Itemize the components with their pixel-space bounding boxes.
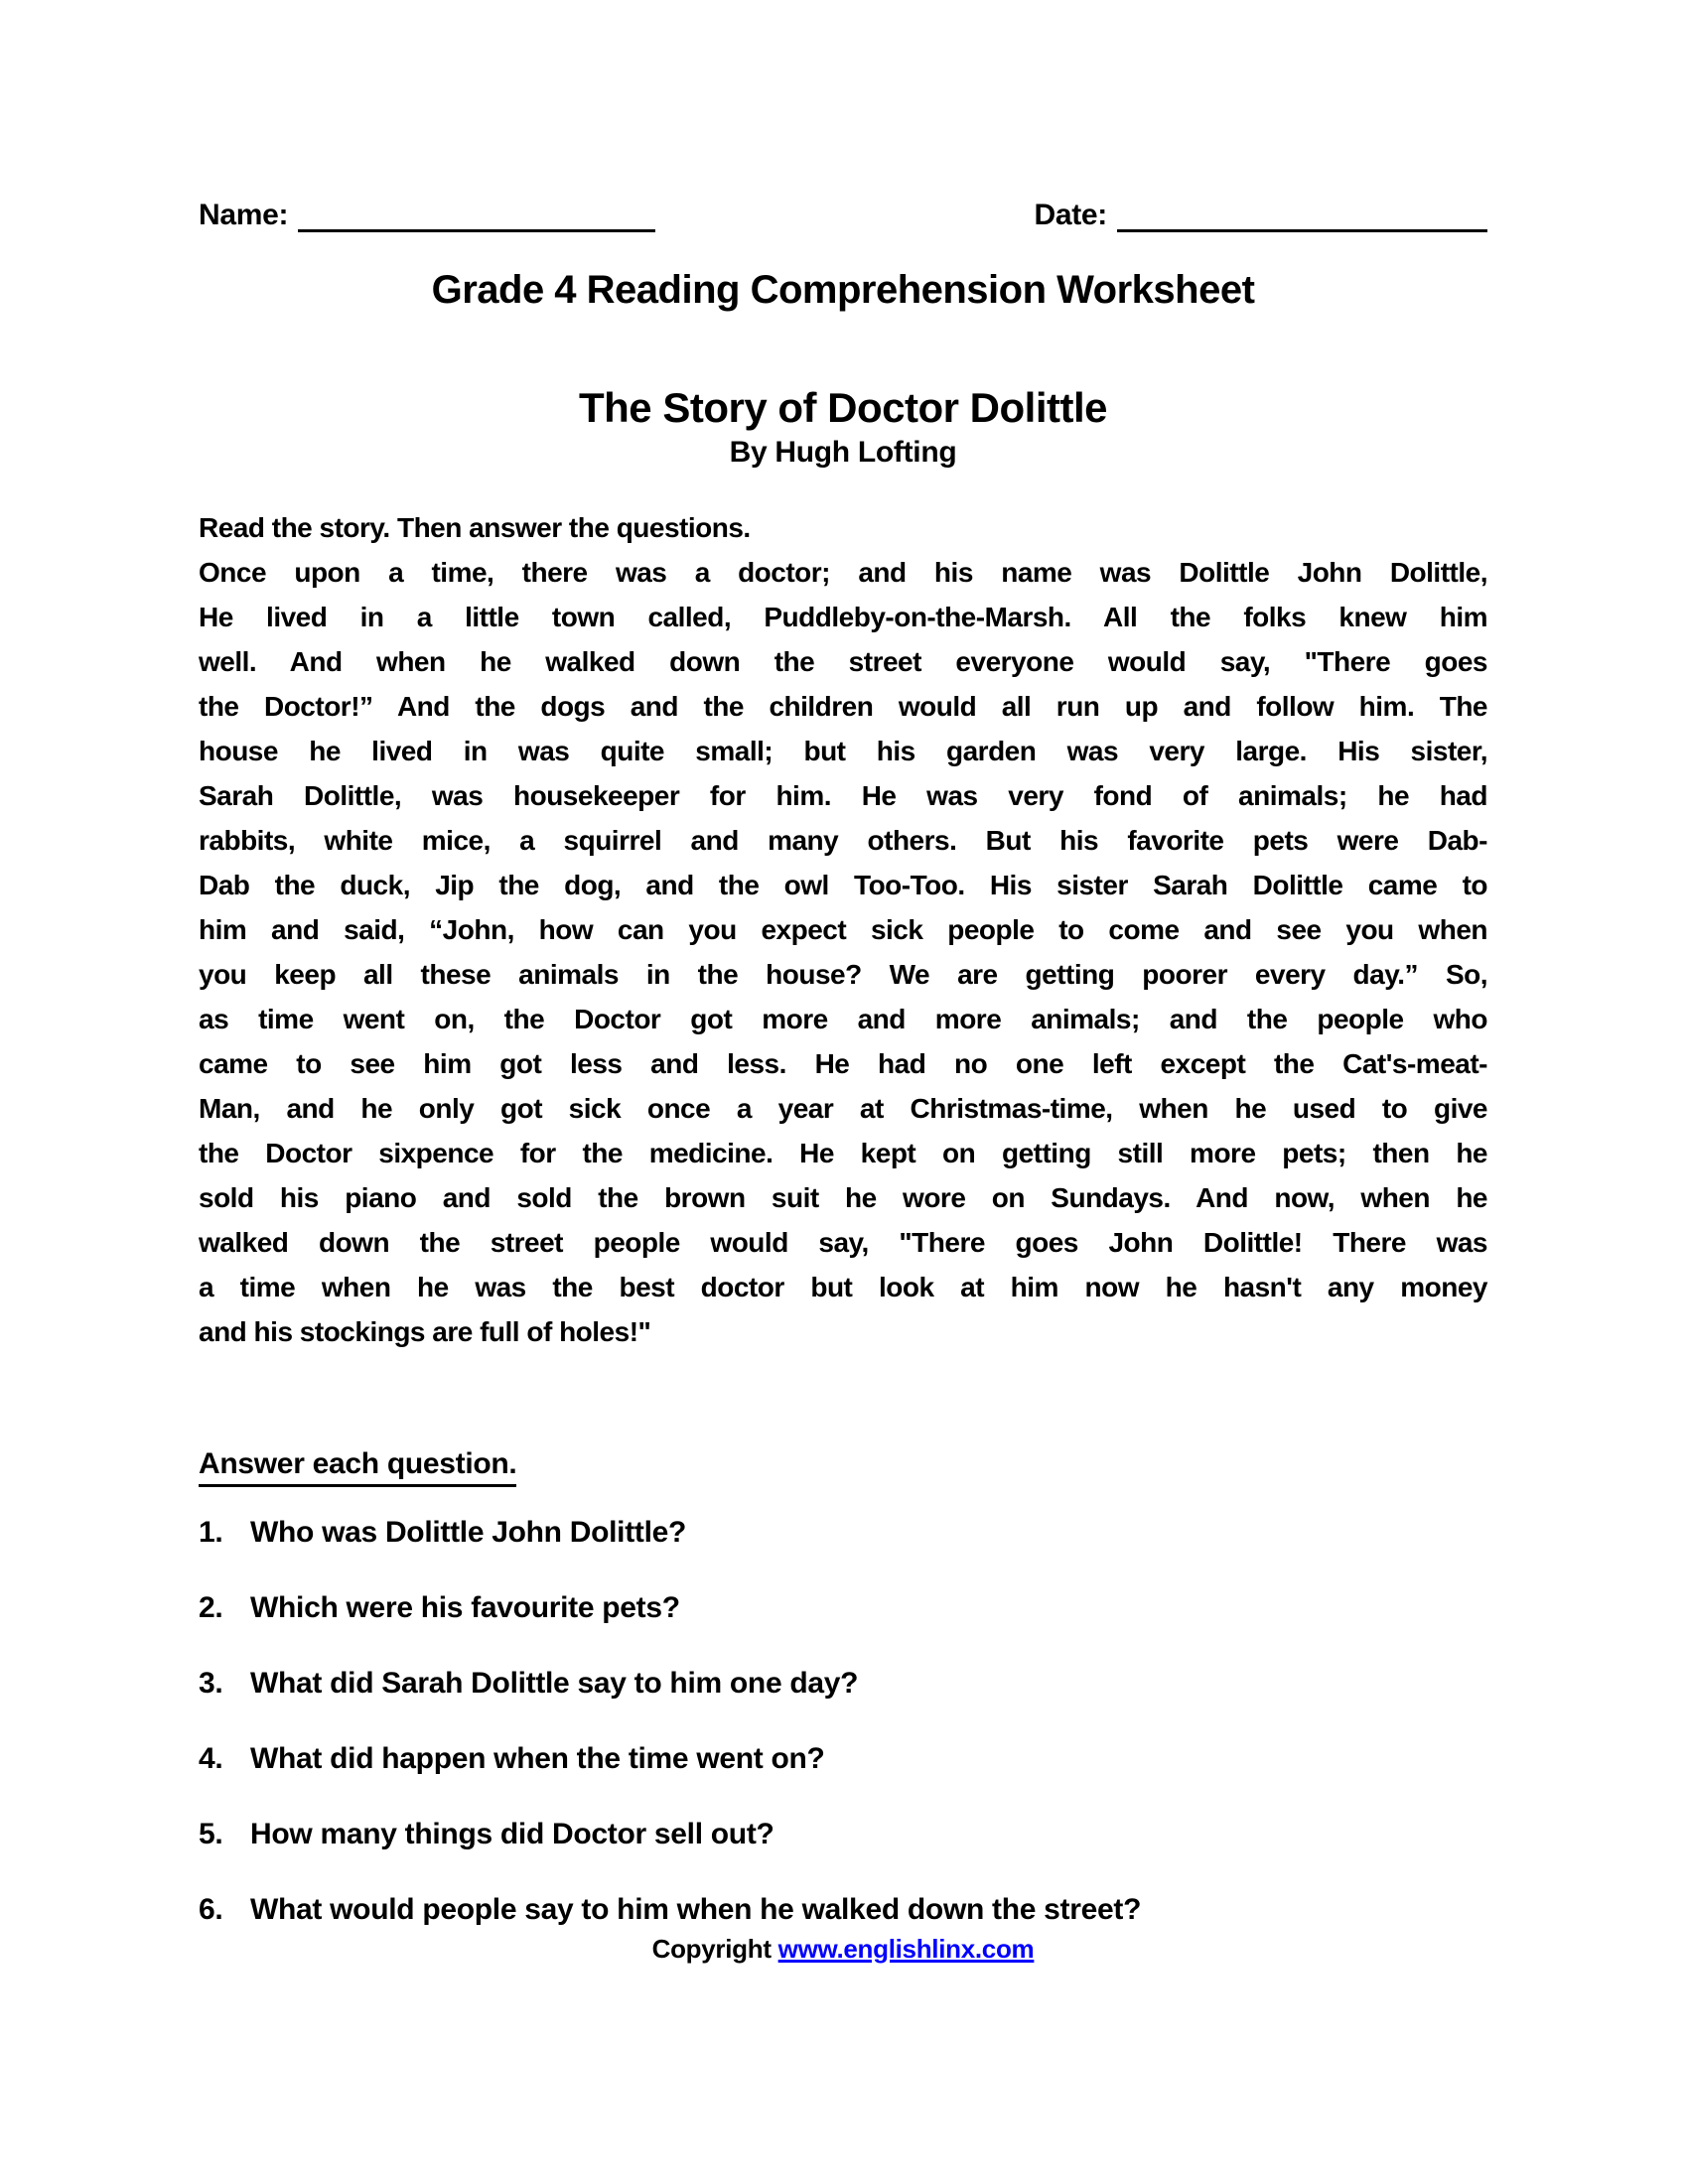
story-line: Once upon a time, there was a doctor; and his name was Dolittle John Dolittle, (199, 557, 1487, 588)
question-item (199, 1517, 1487, 1549)
answer-section-header: Answer each question. (199, 1447, 516, 1487)
story-line: walked down the street people would say, "There goes John Dolittle! There was (199, 1227, 1487, 1258)
question-text: What did happen when the time went on? (250, 1742, 825, 1775)
questions-list (199, 1517, 1487, 1926)
copyright-label: Copyright (651, 1934, 772, 1964)
story-line: Sarah Dolittle, was housekeeper for him. He was very fond of animals; he had (199, 780, 1487, 811)
story-instructions: Read the story. Then answer the questions. (199, 512, 751, 543)
story-line: and his stockings are full of holes!" (199, 1316, 651, 1347)
answer-header-wrap (199, 1447, 1487, 1487)
question-number: 4. (199, 1742, 223, 1775)
question-text: What did Sarah Dolittle say to him one day? (250, 1667, 859, 1700)
date-field-group (1034, 199, 1487, 232)
question-number: 6. (199, 1893, 223, 1926)
question-number: 5. (199, 1818, 223, 1850)
story-line: you keep all these animals in the house? We are getting poorer every day.” So, (199, 959, 1487, 990)
story-line: well. And when he walked down the street everyone would say, "There goes (199, 646, 1487, 677)
story-line: Dab the duck, Jip the dog, and the owl Too-Too. His sister Sarah Dolittle came to (199, 870, 1487, 900)
story-line: Man, and he only got sick once a year at Christmas-time, when he used to give (199, 1093, 1487, 1124)
story-lines-container (199, 550, 1487, 1354)
story-line: He lived in a little town called, Puddleby-on-the-Marsh. All the folks knew him (199, 602, 1487, 632)
question-text: Who was Dolittle John Dolittle? (250, 1516, 687, 1549)
story-line: as time went on, the Doctor got more and more animals; and the people who (199, 1004, 1487, 1034)
name-blank-line[interactable] (298, 200, 655, 232)
question-item (199, 1592, 1487, 1624)
worksheet-title: Grade 4 Reading Comprehension Worksheet (431, 268, 1255, 312)
name-label: Name: (199, 199, 289, 231)
question-item (199, 1894, 1487, 1926)
story-line: him and said, “John, how can you expect sick people to come and see you when (199, 914, 1487, 945)
story-section (199, 505, 1487, 1354)
story-line: the Doctor sixpence for the medicine. He kept on getting still more pets; then he (199, 1138, 1487, 1168)
footer (199, 1934, 1487, 1965)
englishlinx-link[interactable]: www.englishlinx.com (777, 1934, 1035, 1964)
story-byline: By Hugh Lofting (729, 436, 957, 469)
question-item (199, 1819, 1487, 1850)
question-text: Which were his favourite pets? (250, 1591, 680, 1624)
question-number: 3. (199, 1667, 223, 1700)
story-line: rabbits, white mice, a squirrel and many others. But his favorite pets were Dab- (199, 825, 1487, 856)
name-date-row (199, 199, 1487, 232)
story-line: a time when he was the best doctor but look at him now he hasn't any money (199, 1272, 1487, 1302)
question-item (199, 1743, 1487, 1775)
question-number: 1. (199, 1516, 223, 1549)
question-text: What would people say to him when he walked down the street? (250, 1893, 1142, 1926)
date-label: Date: (1034, 199, 1107, 231)
name-field-group (199, 199, 655, 232)
question-number: 2. (199, 1591, 223, 1624)
story-line: the Doctor!” And the dogs and the children would all run up and follow him. The (199, 691, 1487, 722)
story-line: came to see him got less and less. He had no one left except the Cat's-meat- (199, 1048, 1487, 1079)
question-item (199, 1668, 1487, 1700)
story-title: The Story of Doctor Dolittle (579, 384, 1107, 431)
question-text: How many things did Doctor sell out? (250, 1818, 774, 1850)
date-blank-line[interactable] (1117, 200, 1487, 232)
story-line: sold his piano and sold the brown suit he wore on Sundays. And now, when he (199, 1182, 1487, 1213)
story-line: house he lived in was quite small; but his garden was very large. His sister, (199, 736, 1487, 766)
